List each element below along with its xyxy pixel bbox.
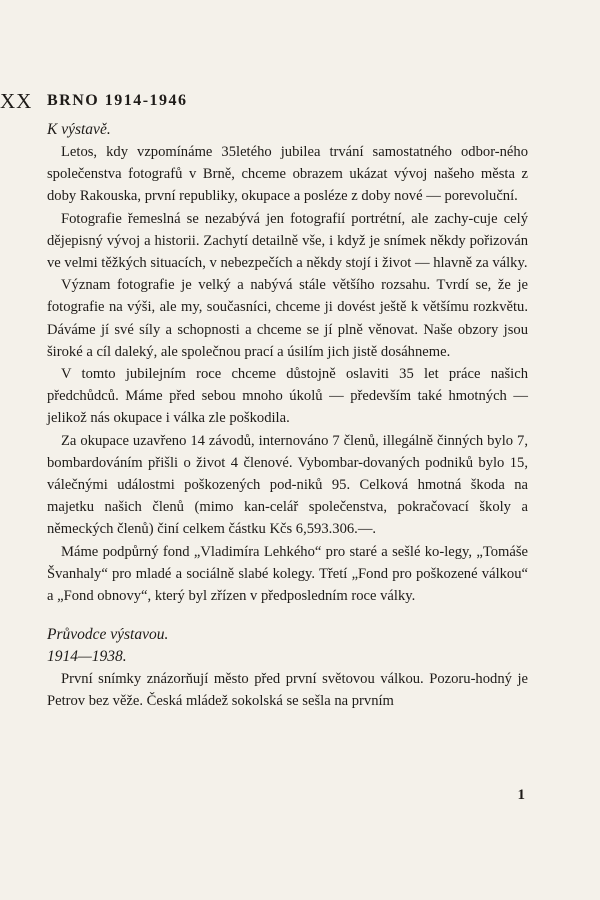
- section-spacer: [47, 607, 528, 624]
- page-number: 1: [517, 787, 525, 803]
- page-header: [0, 88, 600, 118]
- document-title: BRNO 1914-1946: [47, 92, 188, 109]
- section-heading-exhibition: K výstavě.: [47, 121, 111, 138]
- roman-numeral: XX: [0, 89, 33, 113]
- paragraph: Za okupace uzavřeno 14 závodů, internováno 7 členů, illegálně činných bylo 7, bombardováním přišli o život 4 členové. Vybombar-dovaných podniků bylo 15, válečnými událostmi poškozených pod-niků 95. Celková hmotná škoda na majetku našich členů (mimo kan-celář společenstva, pokračovací školy a německých členů) činí celkem částku Kčs 6,593.306.—.: [47, 432, 528, 538]
- section-heading-guide: Průvodce výstavou.: [47, 626, 169, 644]
- paragraph: V tomto jubilejním roce chceme důstojně oslaviti 35 let práce našich předchůdců. Máme před sebou mnoho úkolů — především také hmotných — jelikož nás okupace i válka zle poškodila.: [47, 366, 528, 427]
- paragraph: Fotografie řemeslná se nezabývá jen fotografií portrétní, ale zachy-cuje celý dějepisný vývoj a historii. Zachytí detailně vše, i když je snímek někdy pořizován ve velmi těžkých situacích, v nebezpečích a někdy stojí i život — hlavně za války.: [47, 210, 528, 272]
- paragraph: Význam fotografie je velký a nabývá stále většího rozsahu. Tvrdí se, že je fotografie na výši, ale my, současníci, chceme ji dovést ještě k většímu rozkvětu. Dáváme jí své síly a schopnosti a chceme se jí plně věnovat. Naše obzory jsou široké a cíl daleký, ale společnou prací a úsilím jich jistě dosáhneme.: [47, 277, 528, 360]
- paragraph: První snímky znázorňují město před první světovou válkou. Pozoru-hodný je Petrov bez věže. Česká mládež sokolská se sešla na prvním: [47, 671, 528, 710]
- period-heading: 1914—1938.: [47, 648, 127, 666]
- paragraph: Letos, kdy vzpomínáme 35letého jubilea trvání samostatného odbor-ného společenstva fotografů v Brně, chceme obrazem ukázat vývoj našeho města z doby Rakouska, první republiky, okupace a posléze z doby nové — porevoluční.: [47, 144, 528, 205]
- body-text: [47, 119, 528, 713]
- paragraph: Máme podpůrný fond „Vladimíra Lehkého“ pro staré a sešlé ko-legy, „Tomáše Švanhaly“ pro mladé a sociálně slabé kolegy. Třetí „Fond pro poškozené válkou“ a „Fond obnovy“, který byl zřízen v předposledním roce války.: [47, 543, 528, 605]
